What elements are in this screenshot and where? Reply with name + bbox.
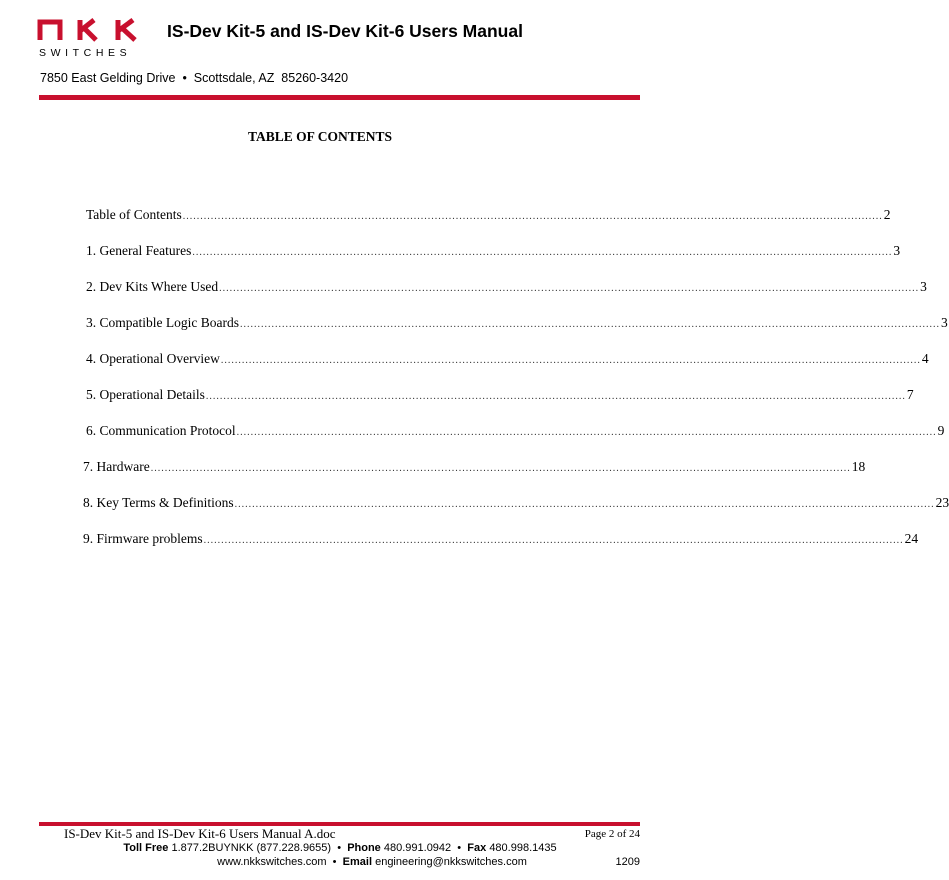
toc-entry-label: 6. Communication Protocol (86, 423, 236, 438)
toc-leader-dots: ........................................................................................................................................................................................................ (205, 391, 906, 402)
toc-leader-dots: ........................................................................................................................................................................................................ (182, 211, 883, 222)
toc-entry[interactable] (86, 242, 901, 262)
toc-entry-page: 9 (937, 423, 945, 438)
nkk-switches-logo (38, 18, 158, 60)
toc-entry-label: Table of Contents (86, 207, 182, 222)
toc-entry-page: 2 (883, 207, 891, 222)
toc-heading: TABLE OF CONTENTS (247, 129, 393, 144)
toc-entry-label: 5. Operational Details (86, 387, 205, 402)
company-address: 7850 East Gelding Drive • Scottsdale, AZ 85260-3420 (40, 71, 349, 85)
website-link[interactable]: www.nkkswitches.com (217, 856, 327, 868)
fax-label: Fax (467, 842, 487, 854)
toc-leader-dots: ........................................................................................................................................................................................................ (234, 499, 935, 510)
toc-entry-page: 7 (906, 387, 914, 402)
toll-free-number: 1.877.2BUYNKK (877.228.9655) (171, 842, 332, 854)
separator: • (457, 842, 462, 854)
toc-entry-page: 3 (920, 279, 927, 294)
toc-entry-label: 9. Firmware problems (83, 531, 203, 546)
toc-entry-label: 1. General Features (86, 243, 192, 258)
toc-entry-page: 23 (935, 495, 949, 510)
toll-free-label: Toll Free (123, 842, 169, 854)
footer-page-number: Page 2 of 24 (584, 828, 640, 840)
footer-contact-line-1 (0, 842, 680, 854)
toc-entry[interactable] (83, 458, 866, 478)
toc-entry-page: 24 (904, 531, 919, 546)
toc-leader-dots: ........................................................................................................................................................................................................ (192, 247, 893, 258)
toc-leader-dots: ........................................................................................................................................................................................................ (219, 283, 920, 294)
toc-entry-page: 3 (940, 315, 948, 330)
footer-doc-code: 1209 (615, 856, 640, 868)
document-title: IS-Dev Kit-5 and IS-Dev Kit-6 Users Manual (167, 21, 523, 41)
phone-number: 480.991.0942 (383, 842, 452, 854)
svg-text:SWITCHES: SWITCHES (39, 47, 132, 59)
toc-entry-page: 3 (893, 243, 901, 258)
phone-label: Phone (347, 842, 381, 854)
email-link[interactable]: engineering@nkkswitches.com (375, 856, 527, 868)
toc-entry-page: 18 (851, 459, 866, 474)
toc-entry-label: 7. Hardware (83, 459, 150, 474)
toc-leader-dots: ........................................................................................................................................................................................................ (150, 463, 851, 474)
toc-leader-dots: ........................................................................................................................................................................................................ (203, 535, 904, 546)
toc-entry[interactable] (86, 422, 945, 442)
toc-entry-label: 3. Compatible Logic Boards (86, 315, 239, 330)
toc-entry-label: 2. Dev Kits Where Used (86, 279, 219, 294)
separator: • (337, 842, 342, 854)
toc-entry[interactable] (86, 350, 929, 370)
email-label: Email (342, 856, 373, 868)
toc-entry-page: 4 (921, 351, 929, 366)
toc-entry-label: 8. Key Terms & Definitions (83, 495, 234, 510)
toc-entry-label: 4. Operational Overview (86, 351, 220, 366)
toc-leader-dots: ........................................................................................................................................................................................................ (220, 355, 921, 366)
fax-number: 480.998.1435 (489, 842, 557, 854)
toc-entry[interactable] (86, 206, 891, 226)
toc-leader-dots: ........................................................................................................................................................................................................ (239, 319, 940, 330)
toc-entry[interactable] (86, 314, 948, 334)
toc-entry[interactable] (83, 494, 949, 514)
toc-entry[interactable] (83, 530, 919, 550)
separator: • (332, 856, 337, 868)
toc-entry[interactable] (86, 386, 914, 406)
toc-entry[interactable] (86, 278, 927, 298)
toc-leader-dots: ........................................................................................................................................................................................................ (236, 427, 937, 438)
footer-filename: IS-Dev Kit-5 and IS-Dev Kit-6 Users Manual A.doc (64, 826, 336, 841)
header-divider (39, 95, 640, 100)
